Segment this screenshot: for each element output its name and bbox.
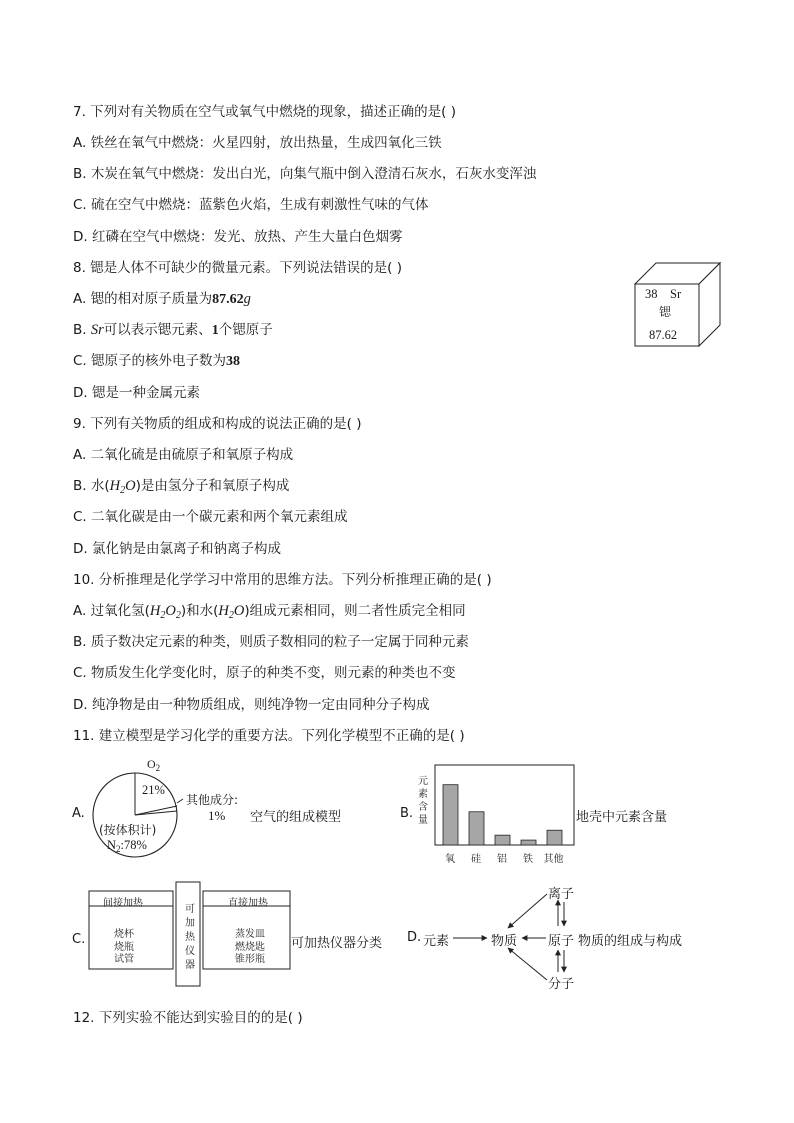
q11-a-letter: A.: [72, 806, 85, 821]
node-atom: 原子: [548, 934, 575, 949]
indirect-heating-title: 间接加热: [103, 898, 143, 909]
q7-option-c: C. 硫在空气中燃烧：蓝紫色火焰，生成有刺激性气味的气体: [73, 197, 429, 213]
q9-option-d: D. 氯化钠是由氯离子和钠离子构成: [73, 541, 281, 557]
bar-label-氧: 氧: [445, 854, 455, 865]
q10-stem: 10. 分析推理是化学学习中常用的思维方法。下列分析推理正确的是( ): [73, 572, 492, 588]
volume-note: (按体积计): [99, 823, 157, 837]
n2-label: $N_2:78\%$: [107, 838, 147, 854]
bar-label-铝: 铝: [497, 854, 507, 865]
q7-stem: 7. 下列对有关物质在空气或氧气中燃烧的现象，描述正确的是( ): [73, 104, 456, 120]
node-element: 元素: [423, 934, 450, 949]
q7-option-d: D. 红磷在空气中燃烧：发光、放热、产生大量白色烟雾: [73, 229, 403, 245]
q11-c-letter: C.: [72, 932, 86, 947]
node-substance: 物质: [491, 934, 518, 949]
direct-heating-items: 蒸发皿 燃烧匙 锥形瓶: [235, 929, 265, 965]
bar-label-其他: 其他: [543, 854, 564, 865]
q12-stem: 12. 下列实验不能达到实验目的的是( ): [73, 1010, 303, 1026]
q8-option-b: B. Sr可以表示锶元素、1个锶原子: [73, 322, 273, 338]
node-ion: 离子: [548, 887, 575, 902]
q7-option-a: A. 铁丝在氧气中燃烧：火星四射，放出热量，生成四氧化三铁: [73, 135, 442, 151]
q11-d-letter: D.: [407, 930, 422, 945]
q9-option-c: C. 二氧化碳是由一个碳元素和两个氧元素组成: [73, 509, 348, 525]
q7-option-b: B. 木炭在氧气中燃烧：发出白光，向集气瓶中倒入澄清石灰水，石灰水变浑浊: [73, 166, 537, 182]
indirect-heating-items: 烧杯 烧瓶 试管: [114, 929, 134, 965]
q11-b-letter: B.: [400, 806, 414, 821]
q10-option-d: D. 纯净物是由一种物质组成，则纯净物一定由同种分子构成: [73, 697, 430, 713]
q10-option-b: B. 质子数决定元素的种类，则质子数相同的粒子一定属于同种元素: [73, 634, 469, 650]
q8-option-a: A. 锶的相对原子质量为87.62g: [73, 291, 251, 307]
heatable-instruments-label: 可 加 热 仪 器: [185, 904, 195, 971]
q9-option-a: A. 二氧化硫是由硫原子和氧原子构成: [73, 447, 294, 463]
q8-option-c: C. 锶原子的核外电子数为38: [73, 353, 241, 369]
q10-option-a: A. 过氧化氢$(H_2O_2)$和水$(H_2O)$组成元素相同，则二者性质完全相同: [73, 603, 466, 621]
q8-option-d: D. 锶是一种金属元素: [73, 385, 200, 401]
o2-label: $O_2$: [147, 757, 161, 773]
bar-label-铁: 铁: [523, 854, 533, 865]
q11-a-caption: 空气的组成模型: [250, 810, 342, 825]
o2-percent: 21%: [142, 783, 165, 797]
element-mass: 87.62: [649, 328, 678, 342]
bar-chart-ylabel: 元 素 含 量: [418, 776, 428, 826]
q8-stem: 8. 锶是人体不可缺少的微量元素。下列说法错误的是( ): [73, 260, 402, 276]
other-label: 其他成分:: [186, 793, 239, 807]
element-atomic-number: 38: [645, 287, 658, 301]
bar-label-硅: 硅: [471, 854, 481, 865]
q11-stem: 11. 建立模型是学习化学的重要方法。下列化学模型不正确的是( ): [73, 728, 465, 744]
other-percent: 1%: [208, 808, 226, 823]
q11-d-caption: 物质的组成与构成: [578, 934, 683, 949]
node-molecule: 分子: [548, 977, 575, 992]
q9-option-b: B. 水$(H_2O)$是由氢分子和氧原子构成: [73, 478, 290, 496]
q11-c-caption: 可加热仪器分类: [291, 936, 383, 951]
q10-option-c: C. 物质发生化学变化时，原子的种类不变，则元素的种类也不变: [73, 665, 456, 681]
element-symbol: Sr: [670, 287, 682, 301]
direct-heating-title: 直接加热: [228, 898, 268, 909]
element-name: 锶: [659, 305, 672, 319]
q11-b-caption: 地壳中元素含量: [576, 810, 668, 825]
q9-stem: 9. 下列有关物质的组成和构成的说法正确的是( ): [73, 416, 362, 432]
